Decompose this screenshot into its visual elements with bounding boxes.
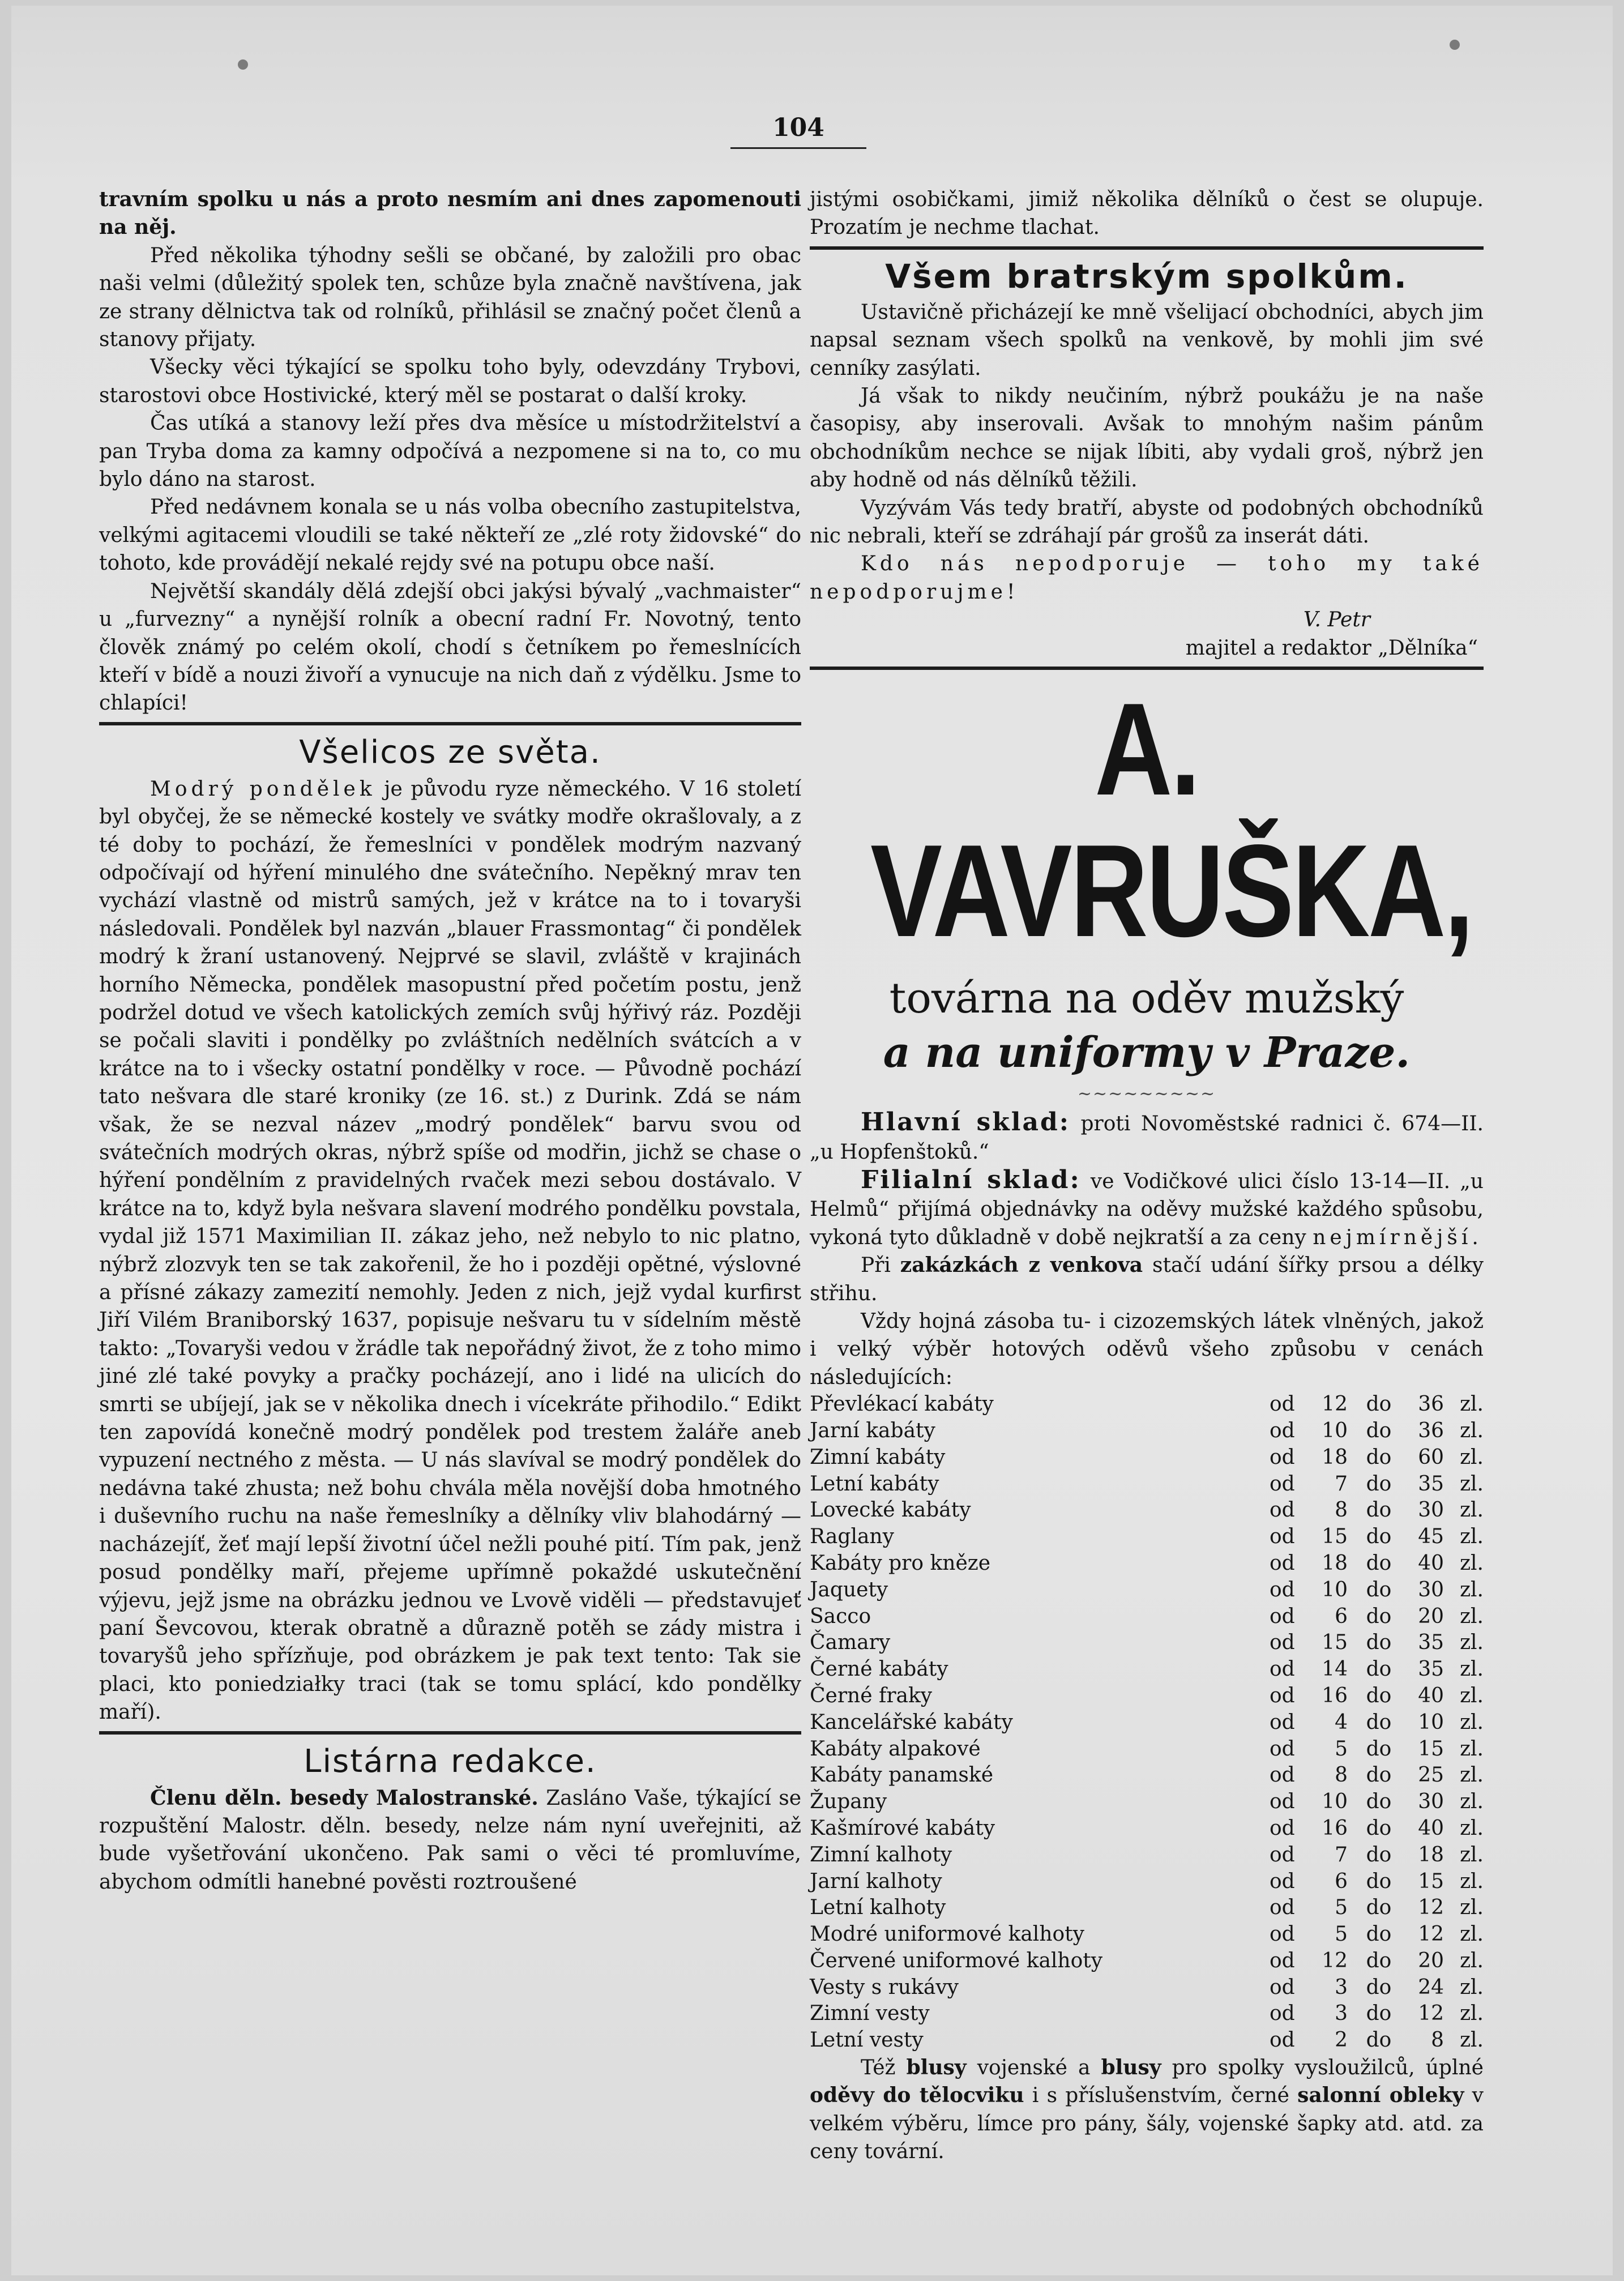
price-row: [810, 1391, 1484, 1418]
price-od: od: [1270, 1578, 1295, 1601]
price-row: [810, 2001, 1484, 2027]
price-do: do: [1366, 1604, 1392, 1628]
price-from: 7: [1335, 1843, 1348, 1866]
price-to: 8: [1431, 2028, 1444, 2052]
ad-subtitle: továrna na oděv mužský: [889, 974, 1404, 1023]
section-title-vselicos: Všelicos ze světa.: [299, 733, 601, 771]
price-row: [810, 1789, 1484, 1816]
price-item: Lovecké kabáty: [810, 1498, 971, 1522]
price-do: do: [1366, 1816, 1392, 1840]
ad-closing-b1: blusy: [906, 2056, 967, 2080]
price-currency: zl.: [1460, 1737, 1484, 1761]
price-from: 18: [1322, 1445, 1348, 1469]
price-from: 16: [1322, 1816, 1348, 1840]
price-item: Zimní vesty: [810, 2002, 930, 2026]
price-od: od: [1270, 1737, 1295, 1761]
price-currency: zl.: [1460, 2028, 1484, 2052]
price-od: od: [1270, 1843, 1295, 1866]
price-item: Letní vesty: [810, 2028, 924, 2052]
price-item: Kabáty pro kněze: [810, 1551, 991, 1575]
price-from: 5: [1335, 1737, 1348, 1761]
ad-orders-post: stačí udání šířky prsou a délky střihu.: [810, 1254, 1484, 1305]
price-from: 3: [1335, 1975, 1348, 1999]
price-to: 40: [1418, 1684, 1444, 1707]
price-do: do: [1366, 2002, 1392, 2026]
price-from: 5: [1335, 1896, 1348, 1920]
price-do: do: [1366, 1498, 1392, 1522]
newspaper-page: [11, 6, 1613, 2275]
price-row: [810, 1445, 1484, 1471]
price-od: od: [1270, 1631, 1295, 1655]
price-to: 40: [1418, 1551, 1444, 1575]
price-currency: zl.: [1460, 1843, 1484, 1866]
price-do: do: [1366, 1763, 1392, 1787]
price-from: 3: [1335, 2002, 1348, 2026]
ad-stock-intro: Vždy hojná zásoba tu- i cizozemských látek vlněných, jakož i velký výběr hotových oděvů všeho způsobu v cenách následujících:: [810, 1309, 1484, 1389]
price-do: do: [1366, 1551, 1392, 1575]
price-from: 10: [1322, 1419, 1348, 1442]
price-row: [810, 1948, 1484, 1975]
price-currency: zl.: [1460, 1710, 1484, 1734]
price-item: Sacco: [810, 1604, 871, 1628]
left-paragraph-3: Všecky věci týkající se spolku toho byly, odevzdány Trybovi, starostovi obce Hostivické, který měl se postarat o další kroky.: [99, 356, 801, 407]
price-item: Jarní kalhoty: [810, 1869, 942, 1893]
signature-title: majitel a redaktor „Dělníka“: [1185, 636, 1478, 660]
price-currency: zl.: [1460, 1551, 1484, 1575]
right-column: [810, 186, 1484, 2166]
price-item: Kašmírové kabáty: [810, 1816, 995, 1840]
right-paragraph-1: jistými osobičkami, jimiž několika dělníků o čest se olupuje. Prozatím je nechme tlachat.: [810, 188, 1484, 240]
ad-closing: [810, 2054, 1484, 2166]
price-currency: zl.: [1460, 1684, 1484, 1707]
price-row: [810, 1550, 1484, 1577]
ad-ornament: ~~~~~~~~~: [1077, 1084, 1216, 1104]
price-do: do: [1366, 1578, 1392, 1601]
price-from: 6: [1335, 1604, 1348, 1628]
price-currency: zl.: [1460, 1392, 1484, 1416]
price-od: od: [1270, 1710, 1295, 1734]
signature-name: V. Petr: [1303, 608, 1370, 632]
price-currency: zl.: [1460, 1419, 1484, 1442]
price-do: do: [1366, 1869, 1392, 1893]
price-od: od: [1270, 1445, 1295, 1469]
price-do: do: [1366, 1392, 1392, 1416]
price-od: od: [1270, 2028, 1295, 2052]
price-to: 60: [1418, 1445, 1444, 1469]
price-to: 25: [1418, 1763, 1444, 1787]
page-number-rule: [730, 147, 866, 149]
price-currency: zl.: [1460, 1896, 1484, 1920]
price-item: Letní kabáty: [810, 1472, 939, 1496]
price-currency: zl.: [1460, 1525, 1484, 1549]
ad-closing-m3: i s příslušenstvím, černé: [1032, 2084, 1289, 2108]
price-row: [810, 1869, 1484, 1895]
price-to: 15: [1418, 1737, 1444, 1761]
price-item: Černé kabáty: [810, 1658, 948, 1681]
price-to: 20: [1418, 1604, 1444, 1628]
price-to: 45: [1418, 1525, 1444, 1549]
left-paragraph-5: Před nedávnem konala se u nás volba obecního zastupitelstva, velkými agitacemi vloudili se také někteří ze „zlé roty židovské“ do tohoto, kde provádějí nekalé rejdy své na potupu obce naší.: [99, 496, 801, 575]
price-od: od: [1270, 1684, 1295, 1707]
price-row: [810, 1683, 1484, 1710]
letter-paragraph: [99, 1784, 801, 1896]
left-paragraph-6: Největší skandály dělá zdejší obci jakýsi bývalý „vachmaister“ u „furvezny“ a nynější rolník a obecní radní Fr. Novotný, tento člověk známý po celém okolí, chodí s četníkem po řemeslnících kteří v bídě a nouzi živoří a vynucuje na nich daň z výdělku. Jsme to chlapíci!: [99, 579, 801, 715]
price-od: od: [1270, 1525, 1295, 1549]
price-to: 35: [1418, 1472, 1444, 1496]
price-to: 12: [1418, 2002, 1444, 2026]
price-do: do: [1366, 1631, 1392, 1655]
article-modry-pondelek: [99, 775, 801, 1727]
price-item: Kabáty panamské: [810, 1763, 993, 1787]
price-from: 18: [1322, 1551, 1348, 1575]
section-title-bratrskym: Všem bratrským spolkům.: [885, 257, 1408, 296]
price-currency: zl.: [1460, 1604, 1484, 1628]
article-body: je původu ryze německého. V 16 století byl obyčej, že se německé kostely ve svátky modře okrašlovaly, a z té doby to pochází, že řemeslníci v pondělek modrým nazvaný odpočívají od hýření minulého dne svátečního. Nepěkný mrav ten vychází vlastně od mistrů samých, jež v krátce na to i tovaryši následovali. Pondělek byl nazván „blauer Frassmontag“ či pondělek modrý k žraní ustanovený. Nejprvé se slavil, zvláště v krajinách horního Německa, pondělek masopustní před početím postu, jenž podržel dotud ve všech katolických zemích svůj hýřivý ráz. Později se počali slaviti i pondělky po zvláštních nedělních svátcích a v krátce na to i všecky ostatní pondělky v roce. — Původně pochází tato nešvara dle staré kroniky (ze 16. st.) z Durink. Zdá se nám však, že se nezval název „modrý pondělek“ barvu svou od svátečních modrých okras, nýbrž spíše od modřin, jichž se chase o hýření pondělním z pravidelných rvaček mezi sebou dostávalo. V krátce na to, když byla nešvara slavení modrého pondělku povstala, vydal již 1571 Maximilian II. zákaz jeho, než nebylo to nic platno, nýbrž zlozvyk ten se tak zakořenil, že ho i později opětné, výslovné a přísné zákazy zamezití nemohly. Jeden z nich, jejž vydal kurfirst Jiří Vilém Braniborský 1637, popisuje nešvaru tu v sídelním městě takto: „Tovaryši vedou v žrádle tak nepořádný život, že z toho mimo jiné zlé také povyky a pračky pocházejí, ano i lidé na ulicích do smrti se ubíjejí, jak se v několika dnech i vícekráte přihodilo.“ Edikt ten zapovídá konečně modrý pondělek pod trestem žaláře aneb vypuzení nectného z města. — U nás slavíval se modrý pondělek do nedávna také zhusta; než bohu chvála měla novější doba hmotného i duševního ruchu na naše řemeslníky a dělníky vliv blahodárný — nacházejíť, žeť mají lepší životní účel nežli pouhé pití. Tím pak, jenž posud pondělky maří, přejeme upřímně pokaždé uskutečnění výjevu, jejž jsme na obrázku jednou ve Lvově viděli — představujeť paní Ševcovou, kterak obratně a důrazně potěh se zády mistra i tovaryšů jeho spřízňuje, pod obrázkem je pak text tento: Tak sie placi, kto poniedziałky traci (tak se tomu splácí, kdo pondělky maří).: [99, 777, 801, 1724]
ad-branch-store: [810, 1166, 1484, 1251]
price-item: Černé fraky: [810, 1684, 933, 1707]
price-to: 18: [1418, 1843, 1444, 1866]
article-lead: Modrý pondělek: [150, 777, 376, 801]
price-od: od: [1270, 1763, 1295, 1787]
ad-closing-b4: salonní obleky: [1297, 2083, 1464, 2108]
price-row: [810, 1921, 1484, 1948]
ad-main-store-text: proti Novoměstské radnici č. 674—II. „u Hopfenštoků.“: [810, 1112, 1484, 1164]
price-row: [810, 1630, 1484, 1656]
price-od: od: [1270, 1896, 1295, 1920]
price-row: [810, 1497, 1484, 1524]
price-currency: zl.: [1460, 1816, 1484, 1840]
price-item: Čamary: [810, 1631, 891, 1655]
left-paragraph-1: travním spolku u nás a proto nesmím ani dnes zapomenouti na něj.: [99, 187, 801, 240]
price-row: [810, 1418, 1484, 1445]
price-row: [810, 1604, 1484, 1630]
price-to: 10: [1418, 1710, 1444, 1734]
right-paragraph-4: Vyzývám Vás tedy bratří, abyste od podobných obchodníků nic nebrali, kteří se zdráhají pár grošů za inserát dáti.: [810, 496, 1484, 548]
price-currency: zl.: [1460, 1445, 1484, 1469]
price-from: 6: [1335, 1869, 1348, 1893]
price-to: 36: [1418, 1392, 1444, 1416]
price-item: Kabáty alpakové: [810, 1737, 981, 1761]
price-from: 8: [1335, 1763, 1348, 1787]
price-currency: zl.: [1460, 1658, 1484, 1681]
price-from: 8: [1335, 1498, 1348, 1522]
page-speck: [1450, 40, 1460, 50]
price-od: od: [1270, 1816, 1295, 1840]
price-row: [810, 1524, 1484, 1550]
price-item: Jaquety: [810, 1578, 888, 1601]
ad-branch-store-spaced: nejmírnější.: [1313, 1225, 1482, 1249]
price-do: do: [1366, 2028, 1392, 2052]
price-row: [810, 1895, 1484, 1921]
price-from: 12: [1322, 1949, 1348, 1972]
price-currency: zl.: [1460, 1472, 1484, 1496]
price-from: 10: [1322, 1790, 1348, 1814]
ad-subtitle-uniforms: a na uniformy v Praze.: [883, 1028, 1411, 1078]
price-od: od: [1270, 1790, 1295, 1814]
price-row: [810, 1577, 1484, 1604]
price-from: 16: [1322, 1684, 1348, 1707]
price-do: do: [1366, 1790, 1392, 1814]
section-divider: [810, 246, 1484, 250]
price-to: 12: [1418, 1896, 1444, 1920]
right-paragraph-5: Kdo nás nepodporuje — toho my také nepodporujme!: [810, 552, 1484, 604]
price-row: [810, 1471, 1484, 1498]
ad-orders: [810, 1251, 1484, 1308]
ad-closing-b2: blusy: [1101, 2056, 1161, 2080]
left-paragraph-4: Čas utíká a stanovy leží přes dva měsíce u místodržitelství a pan Tryba doma za kamny odpočívá a nezpomene si na to, co mu bylo dáno na starost.: [99, 412, 801, 492]
price-row: [810, 2027, 1484, 2054]
price-row: [810, 1656, 1484, 1683]
price-item: Modré uniformové kalhoty: [810, 1923, 1084, 1946]
price-to: 24: [1418, 1975, 1444, 1999]
price-item: Zimní kabáty: [810, 1445, 946, 1469]
price-item: Župany: [810, 1790, 887, 1814]
price-od: od: [1270, 1419, 1295, 1442]
price-do: do: [1366, 1949, 1392, 1972]
page-number: 104: [772, 113, 824, 142]
price-currency: zl.: [1460, 1923, 1484, 1946]
price-item: Raglany: [810, 1525, 894, 1549]
right-paragraph-2: Ustavičně přicházejí ke mně všelijací obchodníci, abych jim napsal seznam všech spolků na venkově, by mohli jim své cenníky zasýlati.: [810, 300, 1484, 380]
price-item: Kancelářské kabáty: [810, 1710, 1013, 1734]
ad-closing-m2: pro spolky vysloužilců, úplné: [1172, 2056, 1484, 2080]
ad-closing-b3: oděvy do tělocviku: [810, 2083, 1024, 2108]
price-to: 36: [1418, 1419, 1444, 1442]
price-from: 2: [1335, 2028, 1348, 2052]
price-from: 4: [1335, 1710, 1348, 1734]
price-row: [810, 1816, 1484, 1842]
price-od: od: [1270, 1604, 1295, 1628]
price-row: [810, 1736, 1484, 1763]
price-do: do: [1366, 1684, 1392, 1707]
section-divider: [99, 722, 801, 725]
section-title-listarna: Listárna redakce.: [304, 1742, 597, 1780]
price-currency: zl.: [1460, 1498, 1484, 1522]
price-currency: zl.: [1460, 1790, 1484, 1814]
price-from: 10: [1322, 1578, 1348, 1601]
ad-orders-bold: zakázkách z venkova: [900, 1253, 1143, 1278]
left-paragraph-2: Před několika týhodny sešli se občané, by založili pro obac naši velmi (důležitý spolek ten, schůze byla značně navštívena, jak ze strany dělnictva tak od rolníků, přihlásil se značný počet členů a stanovy přijaty.: [99, 244, 801, 352]
price-do: do: [1366, 1419, 1392, 1442]
price-do: do: [1366, 1658, 1392, 1681]
price-do: do: [1366, 1737, 1392, 1761]
price-od: od: [1270, 1392, 1295, 1416]
price-to: 40: [1418, 1816, 1444, 1840]
price-od: od: [1270, 1923, 1295, 1946]
price-currency: zl.: [1460, 1631, 1484, 1655]
price-from: 15: [1322, 1525, 1348, 1549]
price-od: od: [1270, 1498, 1295, 1522]
price-do: do: [1366, 1843, 1392, 1866]
price-list: [810, 1391, 1484, 2054]
price-od: od: [1270, 2002, 1295, 2026]
price-to: 12: [1418, 1923, 1444, 1946]
price-from: 12: [1322, 1392, 1348, 1416]
price-to: 35: [1418, 1658, 1444, 1681]
price-item: Převlékací kabáty: [810, 1392, 994, 1416]
right-paragraph-3: Já však to nikdy neučiním, nýbrž poukážu je na naše časopisy, aby inserovali. Avšak to mnohým našim pánům obchodníkům nechce se nijak líbiti, aby vydali groš, nýbrž jen aby hodně od nás dělníků těžili.: [810, 385, 1484, 492]
price-currency: zl.: [1460, 1949, 1484, 1972]
price-row: [810, 1842, 1484, 1869]
price-from: 14: [1322, 1658, 1348, 1681]
letter-body: Zasláno Vaše, týkající se rozpuštění Malostr. děln. besedy, nelze nám nyní uveřejniti, až bude vyšetřování ukončeno. Pak sami o věci té promluvíme, abychom odmítli hanebné pověsti roztroušené: [99, 1786, 801, 1894]
price-to: 30: [1418, 1498, 1444, 1522]
price-from: 15: [1322, 1631, 1348, 1655]
price-currency: zl.: [1460, 1763, 1484, 1787]
price-currency: zl.: [1460, 1975, 1484, 1999]
price-to: 30: [1418, 1578, 1444, 1601]
ad-top-rule: [810, 667, 1484, 670]
price-item: Červené uniformové kalhoty: [810, 1949, 1103, 1972]
price-do: do: [1366, 1710, 1392, 1734]
price-to: 15: [1418, 1869, 1444, 1893]
ad-branch-store-label: Filialní sklad:: [861, 1165, 1081, 1194]
ad-closing-end: v velkém výběru, límce pro pány, šály, vojenské šapky atd. atd. za ceny tovární.: [810, 2084, 1484, 2164]
ad-main-store: [810, 1108, 1484, 1166]
ad-closing-m1: vojenské a: [977, 2056, 1091, 2080]
price-item: Zimní kalhoty: [810, 1843, 952, 1866]
price-od: od: [1270, 1658, 1295, 1681]
price-do: do: [1366, 1923, 1392, 1946]
left-column: [99, 186, 801, 1896]
price-od: od: [1270, 1949, 1295, 1972]
price-currency: zl.: [1460, 2002, 1484, 2026]
price-item: Letní kalhoty: [810, 1896, 946, 1920]
price-currency: zl.: [1460, 1869, 1484, 1893]
price-to: 35: [1418, 1631, 1444, 1655]
ad-closing-pre: Též: [861, 2056, 896, 2080]
price-row: [810, 1975, 1484, 2001]
section-divider: [99, 1731, 801, 1735]
price-od: od: [1270, 1551, 1295, 1575]
price-do: do: [1366, 1525, 1392, 1549]
price-do: do: [1366, 1975, 1392, 1999]
price-to: 20: [1418, 1949, 1444, 1972]
price-currency: zl.: [1460, 1578, 1484, 1601]
price-item: Vesty s rukávy: [810, 1975, 959, 1999]
price-from: 5: [1335, 1923, 1348, 1946]
price-do: do: [1366, 1445, 1392, 1469]
price-from: 7: [1335, 1472, 1348, 1496]
price-do: do: [1366, 1896, 1392, 1920]
ad-branch-store-text: ve Vodičkové ulici číslo 13-14—II. „u Helmů“ přijímá objednávky na oděvy mužské každého spůsobu, vykoná tyto důkladně v době nejkratší a za ceny: [810, 1169, 1484, 1249]
advertisement-vavruska: [810, 676, 1484, 2166]
ad-orders-pre: Při: [861, 1254, 891, 1278]
price-od: od: [1270, 1472, 1295, 1496]
page-speck: [238, 59, 248, 70]
price-od: od: [1270, 1869, 1295, 1893]
ad-main-store-label: Hlavní sklad:: [861, 1108, 1070, 1137]
letter-recipient: Členu děln. besedy Malostranské.: [150, 1785, 539, 1810]
price-to: 30: [1418, 1790, 1444, 1814]
price-od: od: [1270, 1975, 1295, 1999]
price-do: do: [1366, 1472, 1392, 1496]
price-row: [810, 1762, 1484, 1789]
ad-company-name: A. VAVRUŠKA,: [870, 676, 1472, 965]
price-item: Jarní kabáty: [810, 1419, 935, 1442]
price-row: [810, 1710, 1484, 1736]
